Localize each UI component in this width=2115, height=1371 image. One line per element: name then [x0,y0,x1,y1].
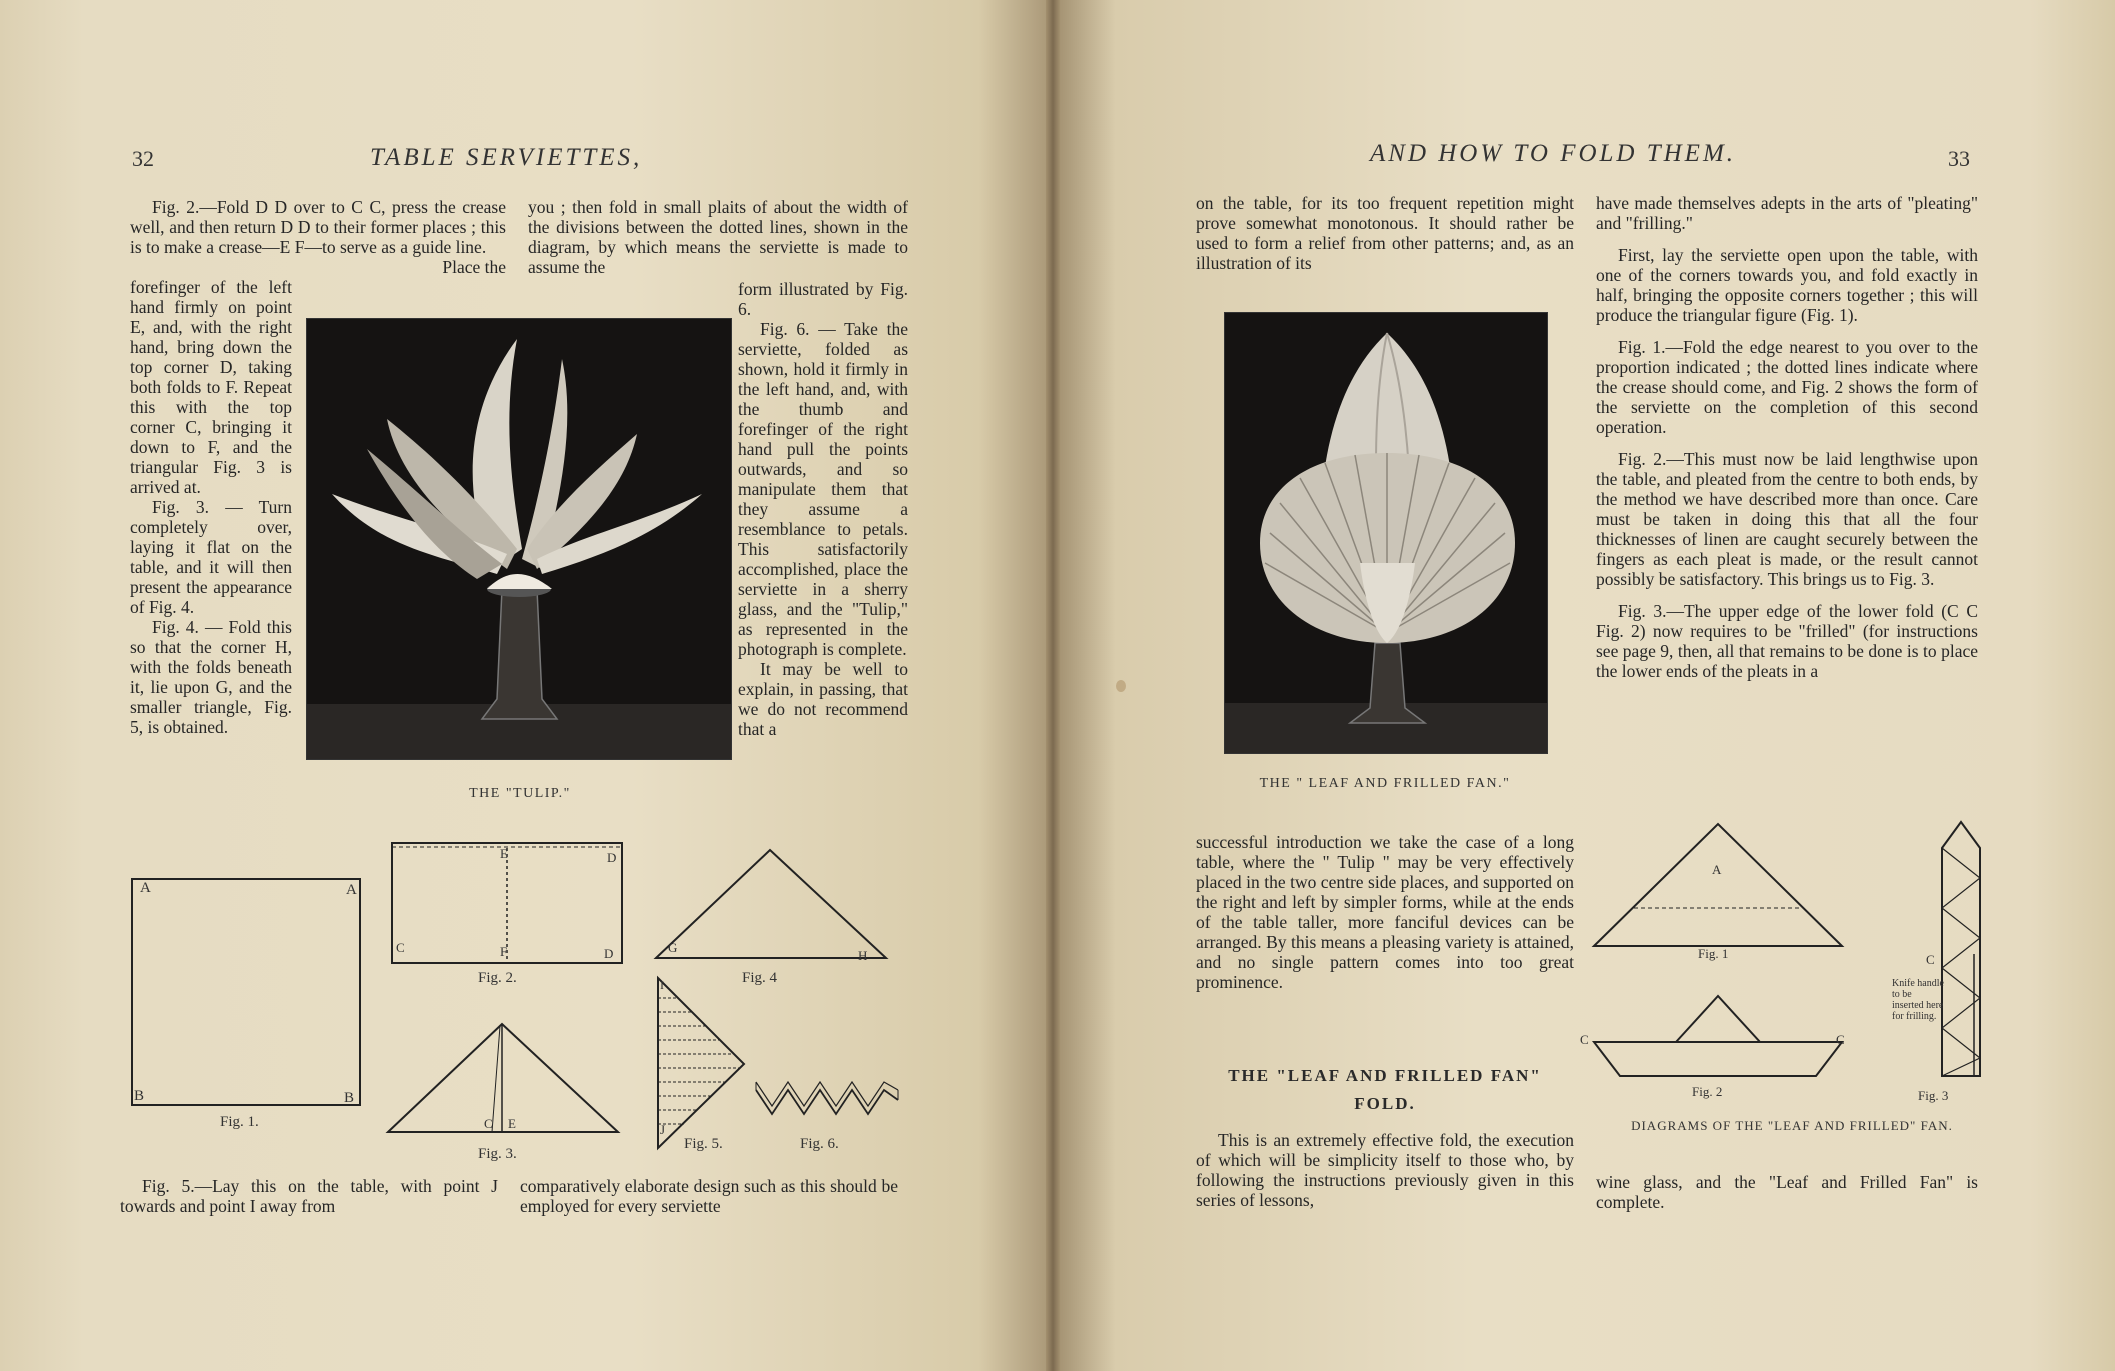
letter-e: E [500,846,508,861]
fan-fig2-diagram [1590,994,1850,1080]
page-number: 33 [1948,146,1970,171]
paragraph-plaits: you ; then fold in small plaits of about the width of the divisions between the dotted lines, shown in the diagram, by which means the serviette is made to assume the [528,197,908,277]
fig2-diagram [388,838,628,968]
paragraph-fig6: form illustrated by Fig. 6. Fig. 6. — Take the serviette, folded as shown, hold it firmly in the left hand, and, with the thumb and forefinger of the right hand pull the points outwards, and so manipulate them that they assume a resemblance to petals. This satisfactorily accomplished, place the serviette in a sherry glass, and the "Tulip," as represented in the photograph is complete. It may be well to explain, in passing, that we do not recommend that a [738,279,908,739]
paragraph-elaborate: comparatively elaborate design such as this should be employed for every serviette [520,1176,898,1216]
paragraph-forefinger: forefinger of the left hand firmly on point E, and, with the right hand, bring down the top corner D, taking both folds to F. Repeat this with the top corner C, bringing it down to F, and the triangular Fig. 3 is arrived at. Fig. 3. — Turn completely over, laying it flat on the table, and it will then present the appearance of Fig. 4. Fig. 4. — Fold this so that the corner H, with the folds beneath it, lie upon G, and the smaller triangle, Fig. 5, is obtained. [130,277,292,737]
paragraph-fig5: Fig. 5.—Lay this on the table, with point J towards and point I away from [120,1176,498,1216]
fig3-diagram [384,1018,624,1138]
letter-c: C [1926,952,1935,967]
letter-i: I [660,978,664,992]
fan-fig2-label: Fig. 2 [1692,1084,1723,1099]
leaf-fan-photo [1224,312,1548,754]
fig6-label: Fig. 6. [800,1136,839,1152]
letter-a: A [1712,862,1722,877]
fig5-label: Fig. 5. [684,1136,723,1152]
section-title: THE "LEAF AND FRILLED FAN" [1228,1066,1542,1085]
running-head: TABLE SERVIETTES, [370,144,643,171]
letter-g: G [668,940,678,955]
fig6-diagram [752,1070,902,1130]
running-head: AND HOW TO FOLD THEM. [1370,140,1737,167]
letter-c: C [1836,1032,1845,1047]
section-title-fold: FOLD. [1354,1094,1416,1113]
tulip-photo [306,318,732,760]
paragraph-fig2: Fig. 2.—Fold D D over to C C, press the crease well, and then return D D to their former places ; this is to make a crease—E F—to serve as a guide line. [130,197,506,257]
fig5-diagram [652,972,752,1156]
letter-h: H [858,948,868,963]
letter-e: E [508,1116,516,1131]
paragraph-effective: This is an extremely effective fold, the execution of which will be simplicity itself to those who, by following the instructions previously given in this series of lessons, [1196,1130,1574,1210]
diagram-caption: DIAGRAMS OF THE "LEAF AND FRILLED" FAN. [1631,1118,1953,1133]
left-page [0,0,1052,1371]
letter-j: J [660,1122,666,1137]
letter-d: D [604,946,614,961]
paragraph-successful: successful introduction we take the case of a long table, where the " Tulip " may be very effectively placed in the two centre side places, and supported on the right and left by simpler forms, while at the ends of the table taller, more fanciful devices can be arranged. By this means a pleasing variety is attained, and no single pattern comes into too great prominence. [1196,832,1574,992]
photo-caption: THE "TULIP." [469,786,571,801]
knife-handle-note: Knife handle to be inserted here for frilling. [1892,978,1944,1022]
letter-f: F [500,944,508,959]
page-number: 32 [132,146,154,171]
letter-c: C [1580,1032,1589,1047]
letter-b: B [344,1090,355,1106]
tulip-illustration [307,319,731,759]
fan-fig3-diagram [1936,818,1986,1082]
right-column-text: have made themselves adepts in the arts of "pleating" and "frilling." First, lay the serviette open upon the table, with one of the corners towards you, and fold exactly in half, bringing the opposite corners together ; this will produce the triangular figure (Fig. 1). Fig. 1.—Fold the edge nearest to you over to the proportion indicated ; the dotted lines indicate where the crease should come, and Fig. 2 shows the form of the serviette on the completion of this second operation. Fig. 2.—This must now be laid lengthwise upon the table, and pleated from the centre to both ends, by the method we have described more than once. Care must be taken in doing this that all the four thicknesses of linen are caught securely between the fingers as each pleat is made, or the result cannot possibly be satisfactory. This brings us to Fig. 3. Fig. 3.—The upper edge of the lower fold (C C Fig. 2) now requires to be "frilled" (for instructions see page 9, then, all that remains to be done is to place the lower ends of the pleats in a [1596,193,1978,681]
fig4-diagram [652,844,892,964]
fig1-diagram [128,873,368,1113]
letter-a: A [140,880,151,896]
fig3-label: Fig. 3. [478,1146,517,1162]
photo-caption: THE " LEAF AND FRILLED FAN." [1259,776,1511,791]
foxing-stain [1116,680,1126,692]
paragraph-repetition: on the table, for its too frequent repetition might prove somewhat monotonous. It should rather be used to form a relief from other patterns; and, as an illustration of its [1196,193,1574,273]
letter-d: D [607,850,617,865]
right-page [1052,0,2115,1371]
letter-b: B [134,1088,145,1104]
book-gutter [1046,0,1060,1371]
fan-fig1-diagram [1590,818,1850,954]
fig1-label: Fig. 1. [220,1114,259,1130]
letter-c: C [396,940,405,955]
letter-c: C [484,1116,493,1131]
fan-fig1-label: Fig. 1 [1698,946,1729,961]
fig2-label: Fig. 2. [478,970,517,986]
fan-fig3-label: Fig. 3 [1918,1088,1949,1103]
letter-a: A [346,882,357,898]
paragraph-place: Place the [442,257,506,277]
paragraph-wine-glass: wine glass, and the "Leaf and Frilled Fan" is complete. [1596,1172,1978,1212]
fig4-label: Fig. 4 [742,970,778,986]
leaf-fan-illustration [1225,313,1547,753]
